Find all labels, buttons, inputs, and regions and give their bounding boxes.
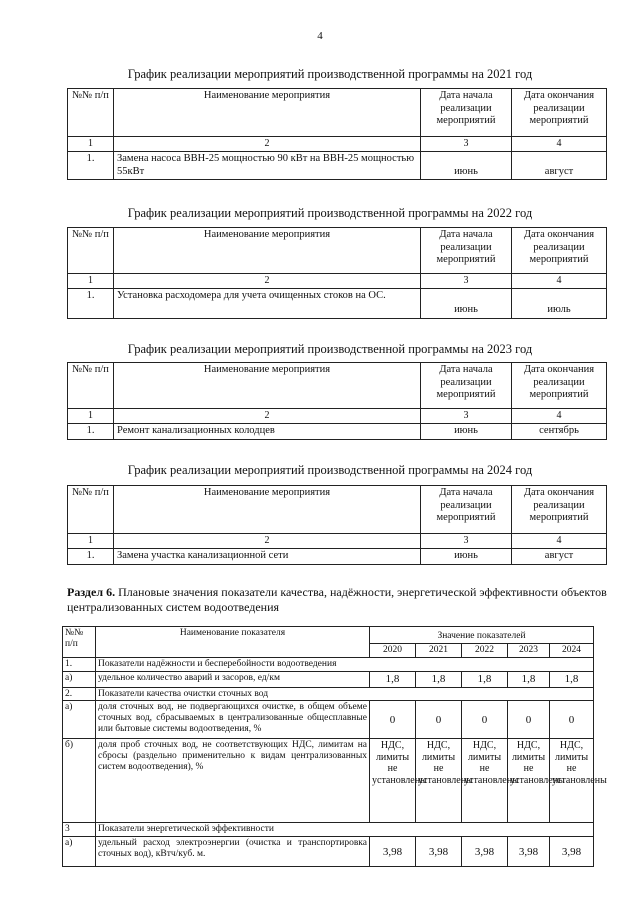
schedule-table-2024 bbox=[67, 485, 607, 565]
table-row: а) доля сточных вод, не подвергающихся очистке, в общем объеме сточных вод, сбрасываемых в централизованные общесплавные или бытовые системы водоотведения, % 0 0 0 0 0 bbox=[63, 701, 594, 739]
table-row: а) удельное количество аварий и засоров, ед/км 1,8 1,8 1,8 1,8 1,8 bbox=[63, 671, 594, 687]
header-name: Наименование мероприятия bbox=[114, 89, 421, 137]
table-row: 2. Показатели качества очистки сточных вод bbox=[63, 687, 594, 701]
schedule-title-2024: График реализации мероприятий производственной программы на 2024 год bbox=[127, 463, 533, 477]
schedule-table-2021 bbox=[67, 88, 607, 180]
indicators-header-row bbox=[63, 627, 594, 644]
table-row: 3 Показатели энергетической эффективности bbox=[63, 823, 594, 837]
schedule-title-2021: График реализации мероприятий производственной программы на 2021 год bbox=[127, 67, 533, 81]
table-row: 1. Замена насоса ВВН-25 мощностью 90 кВт на ВВН-25 мощностью 55кВт июнь август bbox=[68, 152, 607, 180]
year-2022: 2022 bbox=[462, 644, 508, 658]
table-row: 1. Показатели надёжности и бесперебойности водоотведения bbox=[63, 658, 594, 672]
section-label: Раздел 6. bbox=[67, 585, 116, 599]
header-values: Значение показателей bbox=[370, 627, 594, 644]
year-2024: 2024 bbox=[550, 644, 594, 658]
table-header-row: №№ п/п Наименование мероприятия Дата начала реализации мероприятий Дата окончания реализации мероприятий bbox=[68, 228, 607, 274]
header-num: №№ п/п bbox=[68, 89, 114, 137]
header-start: Дата начала реализации мероприятий bbox=[421, 89, 512, 137]
section-heading bbox=[67, 585, 607, 615]
schedule-table-2022 bbox=[67, 227, 607, 319]
page-number: 4 bbox=[317, 30, 323, 42]
table-row: 1. Ремонт канализационных колодцев июнь сентябрь bbox=[68, 424, 607, 440]
year-2023: 2023 bbox=[508, 644, 550, 658]
table-header-row: №№ п/п Наименование мероприятия Дата начала реализации мероприятий Дата окончания реализации мероприятий bbox=[68, 486, 607, 534]
header-num: №№ п/п bbox=[63, 627, 96, 658]
schedule-table-2023 bbox=[67, 362, 607, 440]
section-title-text: Плановые значения показатели качества, надёжности, энергетической эффективности объектов централизованных систем водоотведения bbox=[67, 585, 607, 614]
table-row: 1. Установка расходомера для учета очищенных стоков на ОС. июнь июль bbox=[68, 289, 607, 319]
column-numbers-row: 1 2 3 4 bbox=[68, 409, 607, 424]
year-2020: 2020 bbox=[370, 644, 416, 658]
schedule-title-2022: График реализации мероприятий производственной программы на 2022 год bbox=[127, 206, 533, 220]
schedule-title-2023: График реализации мероприятий производственной программы на 2023 год bbox=[127, 342, 533, 356]
table-header-row bbox=[68, 89, 607, 137]
indicators-table bbox=[62, 626, 607, 867]
header-name: Наименование показателя bbox=[96, 627, 370, 658]
header-end: Дата окончания реализации мероприятий bbox=[512, 89, 607, 137]
column-numbers-row: 1 2 3 4 bbox=[68, 274, 607, 289]
table-header-row: №№ п/п Наименование мероприятия Дата начала реализации мероприятий Дата окончания реализации мероприятий bbox=[68, 363, 607, 409]
year-2021: 2021 bbox=[416, 644, 462, 658]
table-row: 1. Замена участка канализационной сети июнь август bbox=[68, 549, 607, 565]
table-row: а) удельный расход электроэнергии (очистка и транспортировка сточных вод), кВтч/куб. м. 3,98 3,98 3,98 3,98 3,98 bbox=[63, 837, 594, 867]
column-numbers-row: 1 2 3 4 bbox=[68, 534, 607, 549]
column-numbers-row: 1 2 3 4 bbox=[68, 137, 607, 152]
table-row: б) доля проб сточных вод, не соответствующих НДС, лимитам на сбросы (раздельно применительно к видам централизованных систем водоотведения), % НДС, лимиты не установлены НДС, лимиты не установлены НДС, лимиты не установлены НДС, лимиты не установлены НДС, лимиты не установлены bbox=[63, 739, 594, 823]
